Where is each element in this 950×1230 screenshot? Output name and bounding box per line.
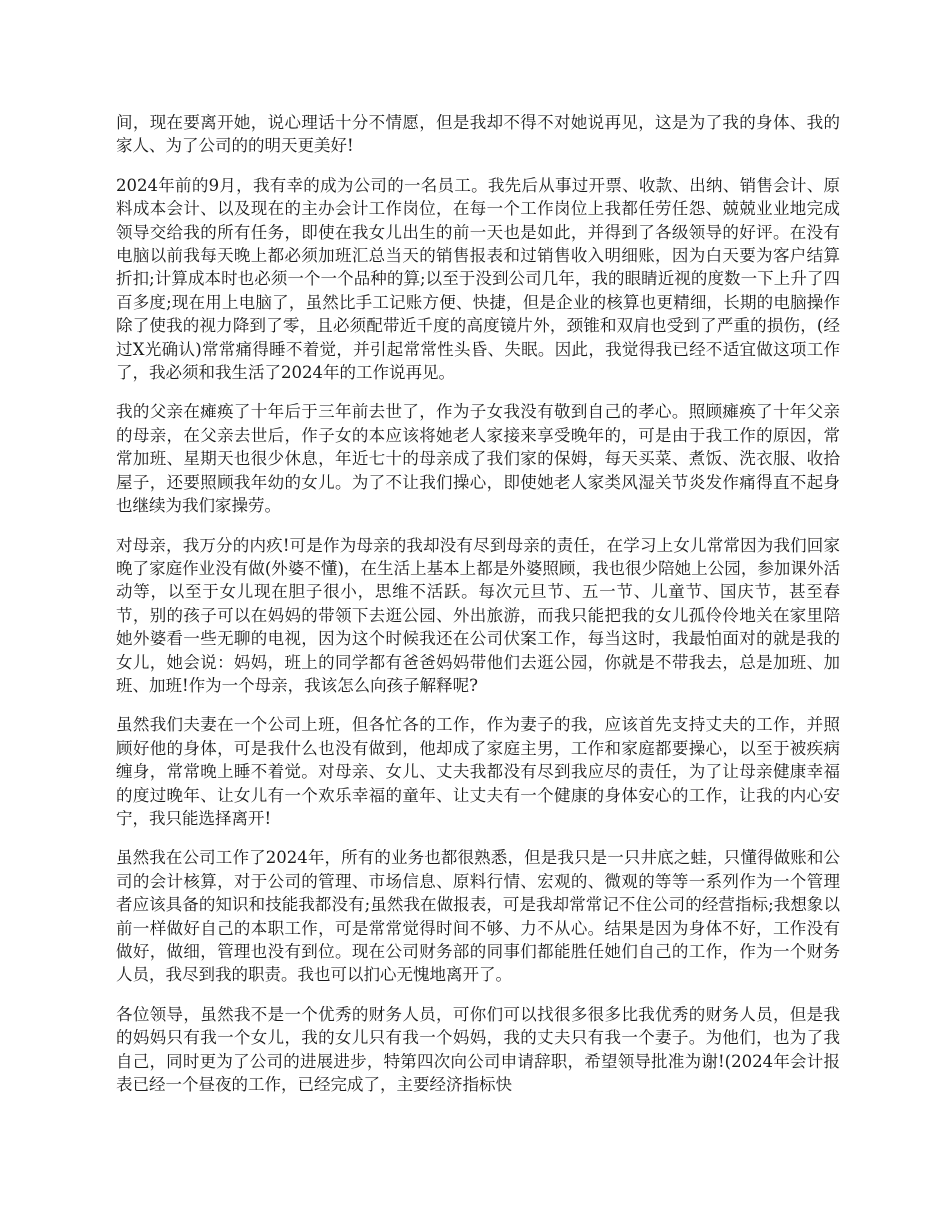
paragraph-3: 我的父亲在瘫痪了十年后于三年前去世了，作为子女我没有敬到自己的孝心。照顾瘫痪了十年父亲的母亲，在父亲去世后，作子女的本应该将她老人家接来享受晚年的，可是由于我工作的原因，常常加班、星期天也很少休息，年近七十的母亲成了我们家的保姆，每天买菜、煮饭、洗衣服、收拾屋子，还要照顾我年幼的女儿。为了不让我们操心，即使她老人家类风湿关节炎发作痛得直不起身也继续为我们家操劳。 — [116, 402, 840, 516]
paragraph-7: 各位领导，虽然我不是一个优秀的财务人员，可你们可以找很多很多比我优秀的财务人员，但是我的妈妈只有我一个女儿，我的女儿只有我一个妈妈，我的丈夫只有我一个妻子。为他们，也为了我自己，同时更为了公司的进展进步，特第四次向公司申请辞职，希望领导批准为谢!(2024年会计报表已经一个昼夜的工作，已经完成了，主要经济指标快 — [116, 1004, 840, 1095]
paragraph-5: 虽然我们夫妻在一个公司上班，但各忙各的工作，作为妻子的我，应该首先支持丈夫的工作，并照顾好他的身体，可是我什么也没有做到，他却成了家庭主男，工作和家庭都要操心，以至于被疾病缠身，常常晚上睡不着觉。对母亲、女儿、丈夫我都没有尽到我应尽的责任，为了让母亲健康幸福的度过晚年、让女儿有一个欢乐幸福的童年、让丈夫有一个健康的身体安心的工作，让我的内心安宁，我只能选择离开! — [116, 715, 840, 828]
paragraph-6: 虽然我在公司工作了2024年，所有的业务也都很熟悉，但是我只是一只井底之蛙，只懂得做账和公司的会计核算，对于公司的管理、市场信息、原料行情、宏观的、微观的等等一系列作为一个管理者应该具备的知识和技能我都没有;虽然我在做报表，可是我却常常记不住公司的经营指标;我想象以前一样做好自己的本职工作，可是常常觉得时间不够、力不从心。结果是因为身体不好，工作没有做好，做细，管理也没有到位。现在公司财务部的同事们都能胜任她们自己的工作，作为一个财务人员，我尽到我的职责。我也可以扪心无愧地离开了。 — [116, 848, 840, 985]
paragraph-4: 对母亲，我万分的内疚!可是作为母亲的我却没有尽到母亲的责任，在学习上女儿常常因为我们回家晚了家庭作业没有做(外婆不懂)，在生活上基本上都是外婆照顾，我也很少陪她上公园，参加课外活动等，以至于女儿现在胆子很小，思维不活跃。每次元旦节、五一节、儿童节、国庆节，甚至春节，别的孩子可以在妈妈的带领下去逛公园、外出旅游，而我只能把我的女儿孤伶伶地关在家里陪她外婆看一些无聊的电视，因为这个时候我还在公司伏案工作，每当这时，我最怕面对的就是我的女儿，她会说：妈妈，班上的同学都有爸爸妈妈带他们去逛公园，你就是不带我去，总是加班、加班、加班!作为一个母亲，我该怎么向孩子解释呢? — [116, 535, 840, 695]
paragraph-2: 2024年前的9月，我有幸的成为公司的一名员工。我先后从事过开票、收款、出纳、销售会计、原料成本会计、以及现在的主办会计工作岗位，在每一个工作岗位上我都任劳任怨、兢兢业业地完成领导交给我的所有任务，即使在我女儿出生的前一天也是如此，并得到了各级领导的好评。在没有电脑以前我每天晚上都必须加班汇总当天的销售报表和过销售收入明细账，因为白天要为客户结算折扣;计算成本时也必须一个一个品种的算;以至于没到公司几年，我的眼睛近视的度数一下上升了四百多度;现在用上电脑了，虽然比手工记账方便、快捷，但是企业的核算也更精细，长期的电脑操作除了使我的视力降到了零，且必须配带近千度的高度镜片外，颈锥和双肩也受到了严重的损伤，(经过X光确认)常常痛得睡不着觉，并引起常常性头昏、失眠。因此，我觉得我已经不适宜做这项工作了，我必须和我生活了2024年的工作说再见。 — [116, 175, 840, 383]
document-body — [116, 111, 840, 1112]
paragraph-1: 间，现在要离开她，说心理话十分不情愿，但是我却不得不对她说再见，这是为了我的身体、我的家人、为了公司的的明天更美好! — [116, 113, 840, 156]
